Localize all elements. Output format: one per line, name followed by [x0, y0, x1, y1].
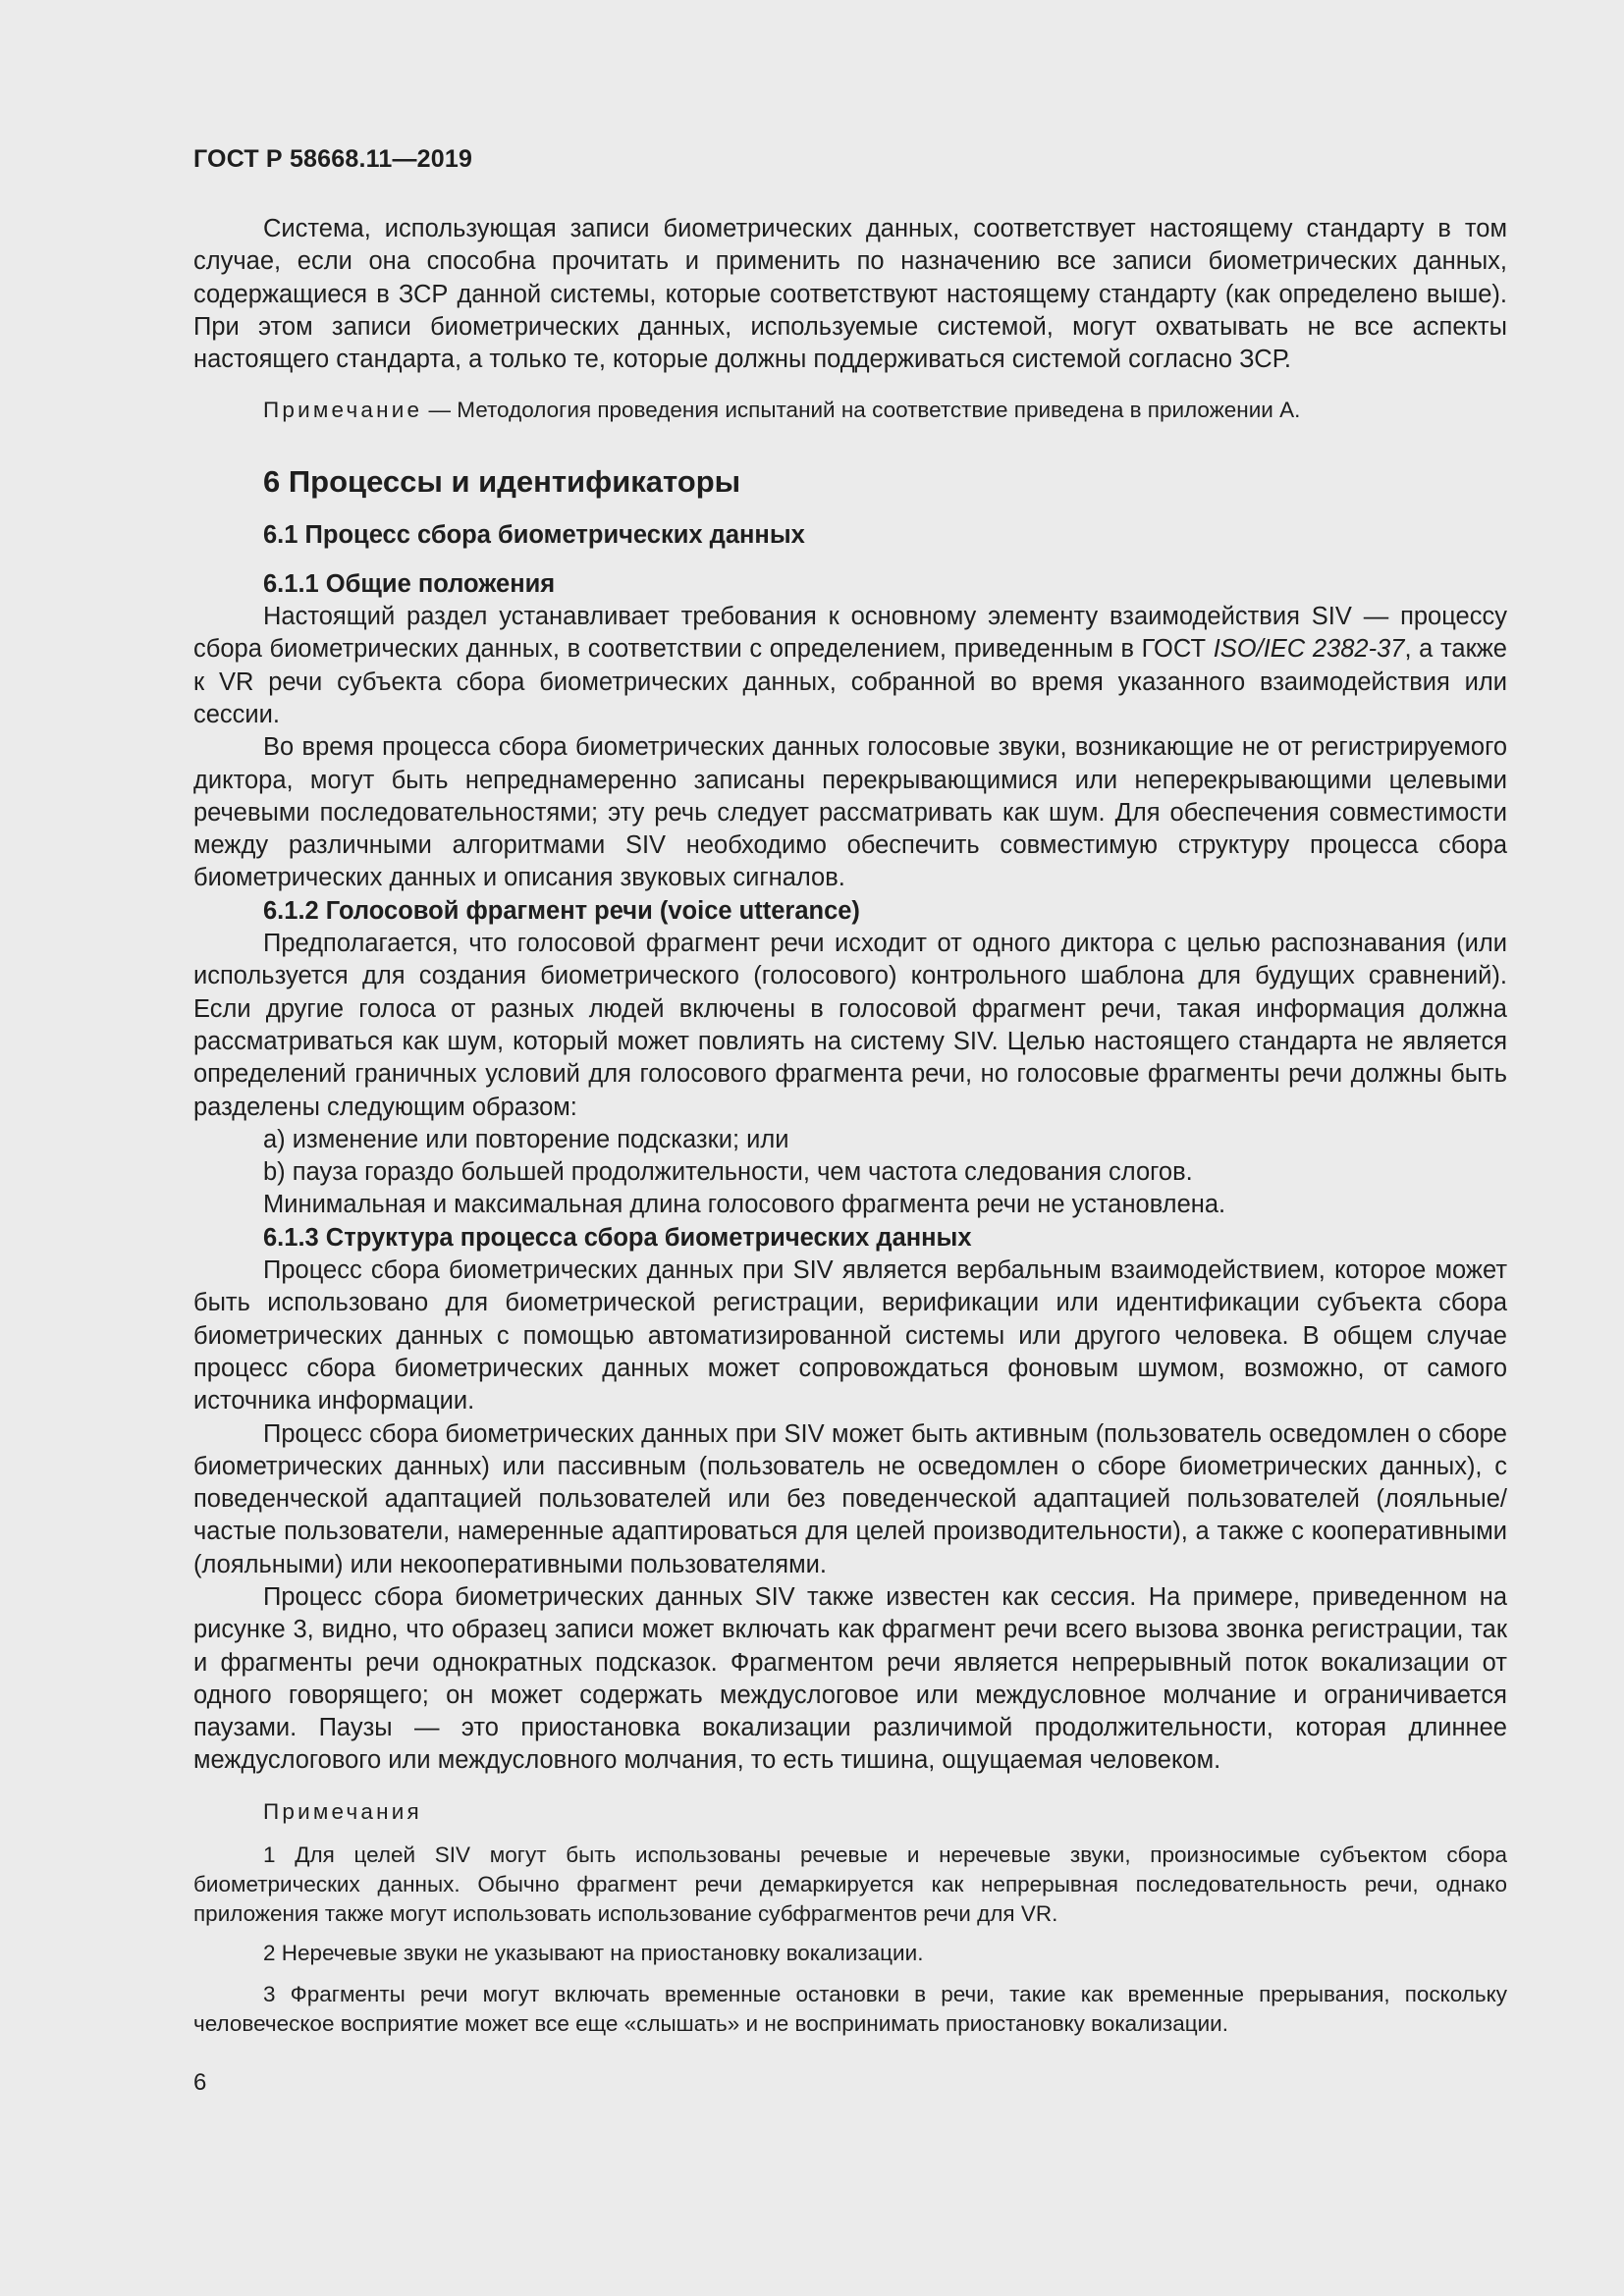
notes-heading: Примечания — [263, 1798, 422, 1824]
note-1-text: — Методология проведения испытаний на соответствие приведена в приложении А. — [422, 398, 1301, 423]
section-6-1-3-title: 6.1.3 Структура процесса сбора биометрических данных — [263, 1223, 972, 1252]
page-number: 6 — [193, 2069, 207, 2096]
section-6-1-3-paragraph-3: Процесс сбора биометрических данных SIV также известен как сессия. На примере, приведенном на рисунке 3, видно, что образец записи может включать как фрагмент речи всего вызова звонка регистрации, так и фрагменты речи однократных подсказок. Фрагментом речи является непрерывный поток вокализации от одного говорящего; он может содержать междуслоговое или междусловное молчание и ограничивается паузами. Паузы — это приостановка вокализации различимой продолжительности, которая длиннее междуслогового или междусловного молчания, то есть тишина, ощущаемая человеком. — [193, 1582, 1507, 1775]
document-header: ГОСТ Р 58668.11—2019 — [193, 145, 473, 173]
section-6-1-2-paragraph-1: Предполагается, что голосовой фрагмент речи исходит от одного диктора с целью распознавания (или используется для создания биометрического (голосового) контрольного шаблона для будущих сравнений). Если другие голоса от разных людей включены в голосовой фрагмент речи, такая информация должна рассматриваться как шум, который может повлиять на систему SIV. Целью настоящего стандарта не является определений граничных условий для голосового фрагмента речи, но голосовые фрагменты речи должны быть разделены следующим образом: — [193, 930, 1507, 1121]
section-6-1-title: 6.1 Процесс сбора биометрических данных — [263, 521, 805, 550]
list-item-b: b) пауза гораздо большей продолжительности, чем частота следования слогов. — [263, 1158, 1193, 1187]
note-1 — [193, 396, 1507, 425]
s611-p1-standard-ref: ISO/IEC 2382-37 — [1213, 635, 1405, 664]
page-content — [193, 145, 1507, 2039]
list-item-a: a) изменение или повторение подсказки; или — [263, 1125, 789, 1153]
s611-p1-part-b: , а также к VR речи субъекта сбора биометрических данных, собранной во время указанного взаимодействия или сессии. — [193, 635, 1507, 728]
section-6-1-1-paragraph-1 — [193, 601, 1507, 731]
section-6-title: 6 Процессы и идентификаторы — [263, 464, 741, 500]
intro-paragraph: Система, использующая записи биометрических данных, соответствует настоящему стандарту в том случае, если она способна прочитать и применить по назначению все записи биометрических данных, содержащиеся в ЗСР данной системы, которые соответствуют настоящему стандарту (как определено выше). При этом записи биометрических данных, используемые системой, могут охватывать не все аспекты настоящего стандарта, а только те, которые должны поддерживаться системой согласно ЗСР. — [193, 215, 1507, 374]
section-6-1-3-paragraph-2: Процесс сбора биометрических данных при SIV может быть активным (пользователь осведомлен о сборе биометрических данных) или пассивным (пользователь не осведомлен о сборе биометрических данных), с поведенческой адаптацией пользователей или без поведенческой адаптацией пользователей (лояльные/частые пользователи, намеренные адаптироваться для целей производительности), а также с кооперативными (лояльными) или некооперативными пользователями. — [193, 1419, 1507, 1578]
section-6-1-1-title: 6.1.1 Общие положения — [263, 569, 556, 598]
s611-p1-part-a: Настоящий раздел устанавливает требования к основному элементу взаимодействия SIV — процессу сбора биометрических данных, в соответствии с определением, приведенным в ГОСТ — [193, 603, 1507, 664]
note-item-3: 3 Фрагменты речи могут включать временные остановки в речи, такие как временные прерывания, поскольку человеческое восприятие может все еще «слышать» и не воспринимать приостановку вокализации. — [193, 1981, 1507, 2036]
section-6-1-3-paragraph-1: Процесс сбора биометрических данных при SIV является вербальным взаимодействием, которое может быть использовано для биометрической регистрации, верификации или идентификации субъекта сбора биометрических данных с помощью автоматизированной системы или другого человека. В общем случае процесс сбора биометрических данных может сопровождаться фоновым шумом, возможно, от самого источника информации. — [193, 1256, 1507, 1415]
section-6-1-1-paragraph-2: Во время процесса сбора биометрических данных голосовые звуки, возникающие не от регистрируемого диктора, могут быть непреднамеренно записаны перекрывающимися или неперекрывающими целевыми речевыми последовательностями; эту речь следует рассматривать как шум. Для обеспечения совместимости между различными алгоритмами SIV необходимо обеспечить совместимую структуру процесса сбора биометрических данных и описания звуковых сигналов. — [193, 733, 1507, 892]
section-6-1-2-title: 6.1.2 Голосовой фрагмент речи (voice utterance) — [263, 896, 860, 925]
section-6-1-2-paragraph-2: Минимальная и максимальная длина голосового фрагмента речи не установлена. — [263, 1191, 1226, 1219]
note-item-1: 1 Для целей SIV могут быть использованы речевые и неречевые звуки, произносимые субъектом сбора биометрических данных. Обычно фрагмент речи демаркируется как непрерывная последовательность речи, однако приложения также могут использовать использование субфрагментов речи для VR. — [193, 1842, 1507, 1926]
note-item-2: 2 Неречевые звуки не указывают на приостановку вокализации. — [263, 1940, 924, 1965]
note-1-label: Примечание — [263, 398, 423, 423]
